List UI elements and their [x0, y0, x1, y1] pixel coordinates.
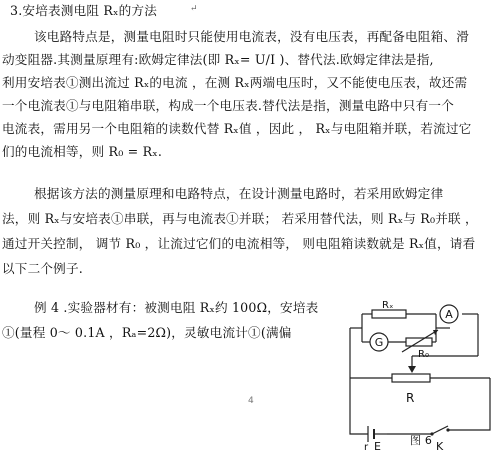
- paragraph1-line-2: 动变阻器.其测量原理有:欧姆定律法(即 Rₓ= U/I )、替代法.欧姆定律法是指,: [2, 52, 434, 67]
- paragraph2-line-2: 法，则 Rₓ与安培表①串联，再与电流表①并联； 若采用替代法，则 Rₓ与 R₀并联 ，: [2, 211, 478, 226]
- slider-arrow-icon: [408, 366, 416, 373]
- paragraph2-line-4: 以下二个例子.: [2, 261, 83, 276]
- paragraph1-line-5: 电流表，需用另一个电阻箱的读数代替 Rₓ值 ，因此 ， Rₓ与电阻箱并联，若流过它: [2, 121, 472, 136]
- paragraph-mark-icon: ↵: [190, 4, 198, 14]
- circuit-diagram: [340, 300, 502, 454]
- ammeter-label: A: [445, 308, 453, 321]
- r-label: R: [406, 391, 415, 405]
- paragraph1-line-4: 一个电流表①与电阻箱串联，构成一个电压表.替代法是指，测量电路中只有一个: [2, 98, 454, 113]
- ammeter-icon: [440, 305, 458, 323]
- example-line-1: 例 4 .实验器材有：被测电阻 Rₓ约 100Ω，安培表: [34, 300, 319, 315]
- switch-label: K: [436, 440, 444, 453]
- r0-label: R₀: [418, 349, 429, 360]
- battery-r-label: r: [364, 442, 369, 453]
- paragraph1-line-3: 利用安培表①测出流过 Rₓ的电流 ，在测 Rₓ两端电压时，又不能使电压表，故还需: [2, 75, 468, 90]
- page-number: 4: [248, 396, 254, 406]
- figure-caption: 图 6: [410, 434, 433, 447]
- rx-label: Rₓ: [382, 300, 394, 311]
- paragraph1-line-1: 该电路特点是，测量电阻时只能使用电流表，没有电压表，再配备电阻箱、滑: [34, 29, 469, 44]
- example-line-2: ①(量程 0～ 0.1A ，Rₐ=2Ω)，灵敏电流计①(满偏: [2, 325, 292, 340]
- paragraph1-line-6: 们的电流相等，则 R₀ = Rₓ.: [2, 144, 163, 159]
- paragraph2-line-1: 根据该方法的测量原理和电路特点，在设计测量电路时，若采用欧姆定律: [34, 186, 444, 201]
- section-title: 3.安培表测电阻 Rₓ的方法: [10, 3, 157, 18]
- paragraph2-line-3: 通过开关控制， 调节 R₀ ，让流过它们的电流相等， 则电阻箱读数就是 Rₓ值，请看: [2, 236, 476, 251]
- galvanometer-icon: [370, 333, 388, 351]
- emf-label: E: [374, 440, 381, 453]
- galvanometer-label: G: [374, 336, 384, 349]
